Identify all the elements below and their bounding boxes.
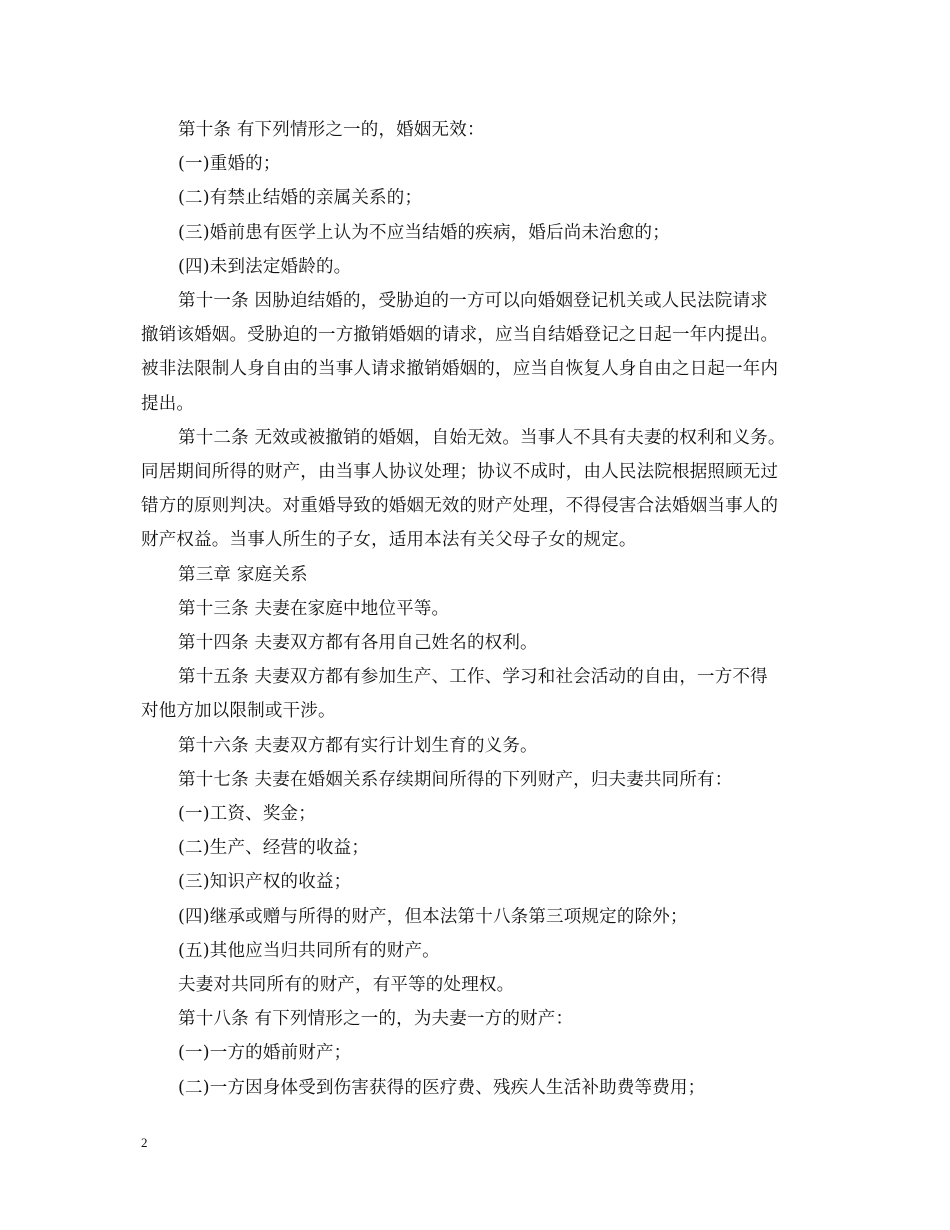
article-11-line-2: 撤销该婚姻。受胁迫的一方撤销婚姻的请求，应当自结婚登记之日起一年内提出。 [141, 325, 779, 346]
article-10-item-2: (二)有禁止结婚的亲属关系的； [178, 188, 423, 209]
article-16: 第十六条 夫妻双方都有实行计划生育的义务。 [178, 735, 538, 756]
article-17-item-3: (三)知识产权的收益； [178, 872, 352, 893]
page-number: 2 [141, 1135, 148, 1150]
article-17-item-5: (五)其他应当归共同所有的财产。 [178, 940, 440, 961]
article-12-line-3: 错方的原则判决。对重婚导致的婚姻无效的财产处理，不得侵害合法婚姻当事人的 [141, 496, 779, 517]
article-10-item-3: (三)婚前患有医学上认为不应当结婚的疾病，婚后尚未治愈的； [178, 222, 670, 243]
article-18-item-1: (一)一方的婚前财产； [178, 1043, 352, 1064]
article-10-item-4: (四)未到法定婚龄的。 [178, 256, 352, 277]
article-14: 第十四条 夫妻双方都有各用自己姓名的权利。 [178, 633, 538, 654]
article-17-item-1: (一)工资、奖金； [178, 804, 316, 825]
article-15-line-1: 第十五条 夫妻双方都有参加生产、工作、学习和社会活动的自由，一方不得 [178, 667, 768, 688]
article-10-heading: 第十条 有下列情形之一的，婚姻无效： [178, 120, 485, 140]
article-12-line-1: 第十二条 无效或被撤销的婚姻，自始无效。当事人不具有夫妻的权利和义务。 [178, 427, 786, 448]
article-15-line-2: 对他方加以限制或干涉。 [141, 701, 336, 722]
document-body [141, 113, 831, 1105]
article-12-line-4: 财产权益。当事人所生的子女，适用本法有关父母子女的规定。 [141, 530, 637, 551]
article-18-heading: 第十八条 有下列情形之一的，为夫妻一方的财产： [178, 1009, 574, 1030]
article-17-item-4: (四)继承或赠与所得的财产，但本法第十八条第三项规定的除外； [178, 906, 688, 927]
article-11-line-3: 被非法限制人身自由的当事人请求撤销婚姻的，应当自恢复人身自由之日起一年内 [141, 359, 779, 380]
article-11-line-1: 第十一条 因胁迫结婚的，受胁迫的一方可以向婚姻登记机关或人民法院请求 [178, 291, 768, 312]
article-11-line-4: 提出。 [141, 393, 195, 414]
article-12-line-2: 同居期间所得的财产，由当事人协议处理；协议不成时，由人民法院根据照顾无过 [141, 462, 779, 483]
article-17-heading: 第十七条 夫妻在婚姻关系存续期间所得的下列财产，归夫妻共同所有： [178, 769, 733, 790]
article-10-item-1: (一)重婚的； [178, 154, 281, 175]
article-18-item-2: (二)一方因身体受到伤害获得的医疗费、残疾人生活补助费等费用； [178, 1077, 706, 1098]
article-13: 第十三条 夫妻在家庭中地位平等。 [178, 598, 450, 619]
article-17-item-2: (二)生产、经营的收益； [178, 838, 370, 859]
article-17-closing: 夫妻对共同所有的财产，有平等的处理权。 [178, 975, 515, 996]
chapter-3-heading: 第三章 家庭关系 [178, 564, 308, 585]
